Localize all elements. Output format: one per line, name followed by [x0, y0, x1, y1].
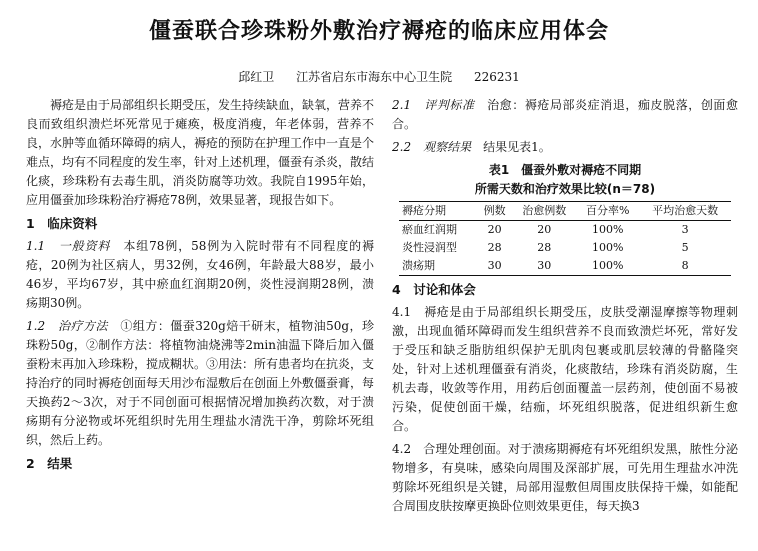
- table-header-cell: 治愈例数: [522, 204, 567, 217]
- author-line: [0, 68, 758, 85]
- table-cell: 20: [487, 223, 502, 236]
- subsection-lead: 1.2 治疗方法: [26, 319, 108, 333]
- table-cell: 瘀血红润期: [402, 223, 457, 236]
- paragraph-discussion-4-2: 4.2 合理处理创面。对于溃疡期褥疮有坏死组织发黑，脓性分泌物增多，有臭味，感染向周围及深部扩展，可先用生理盐水冲洗剪除坏死组织是关键，局部用湿敷但周围皮肤保持干燥，如能配合周围皮肤按摩更换卧位则效果更佳，每天换3: [392, 442, 738, 513]
- paragraph-text: 本组78例，58例为入院时带有不同程度的褥疮，20例为社区病人，男32例，女46例，年龄最大88岁，最小46岁，平均67岁，其中瘀血红润期20例，炎性浸润期28例，溃疡期30例。: [26, 239, 374, 310]
- table-cell: 28: [487, 241, 502, 254]
- section-heading-clinical-data: 1 临床资料: [26, 216, 98, 231]
- table-row: [399, 221, 731, 240]
- subsection-lead: 1.1 一般资料: [26, 239, 111, 253]
- table-cell: 溃疡期: [402, 259, 435, 272]
- table-cell: 3: [681, 223, 689, 236]
- right-column: [392, 96, 738, 520]
- left-column: [26, 96, 374, 477]
- subsection-lead: 2.2 观察结果: [392, 140, 472, 154]
- author-postcode: 226231: [473, 70, 520, 84]
- table-cell: 100%: [591, 241, 624, 254]
- table-cell: 30: [537, 259, 552, 272]
- paragraph-general-data: [26, 237, 374, 313]
- table-cell: 5: [681, 241, 689, 254]
- table-header-cell: 褥疮分期: [402, 204, 446, 217]
- intro-paragraph: 褥疮是由于局部组织长期受压，发生持续缺血，缺氧，营养不良而致组织溃烂坏死常见于瘫痪，极度消瘦，年老体弱，营养不良，水肿等血循环障碍的病人，褥疮的预防在护理工作中一直是个难点，均有不同程度的发生率，针对上述机理，僵蚕有杀炎，散结化痰，珍珠粉有去毒生肌，消炎防腐等功效。我院自1995年始，应用僵蚕加珍珠粉治疗褥疮78例，效果显著，现报告如下。: [26, 98, 375, 207]
- paragraph-text: 治愈：褥疮局部炎症消退，痂皮脱落，创面愈合。: [392, 98, 738, 131]
- table-cell: 100%: [591, 259, 624, 272]
- table-cell: 100%: [591, 223, 624, 236]
- paragraph-discussion-4-1: 4.1 褥疮是由于局部组织长期受压，皮肤受潮湿摩擦等物理刺激，出现血循环障碍而发生组织营养不良而致溃烂坏死，常好发于受压和缺乏脂肪组织保护无肌肉包裹或肌层较薄的骨骼隆突处，针对上述机理僵蚕有消炎，化痰散结，珍珠有消炎防腐，生机去毒，收敛等作用，用药后创面覆盖一层药剂，使创面不易被污染，促使创面干燥，结痂，坏死组织脱落，促进组织新生愈合。: [392, 305, 738, 433]
- table-cell: 28: [537, 241, 552, 254]
- table-cell: 炎性浸润型: [402, 241, 457, 254]
- results-table: [399, 201, 731, 276]
- table-caption-line-1: 表1 僵蚕外敷对褥疮不同期: [488, 163, 642, 177]
- author-name: 邱红卫: [238, 70, 275, 84]
- author-affiliation: 江苏省启东市海东中心卫生院: [296, 70, 453, 84]
- table-header-cell: 百分率%: [585, 204, 630, 217]
- table-header-cell: 例数: [483, 204, 506, 217]
- subsection-lead: 2.1 评判标准: [392, 98, 475, 112]
- paragraph-text: 结果见表1。: [483, 140, 551, 154]
- table-cell: 20: [537, 223, 552, 236]
- table-cell: 30: [487, 259, 502, 272]
- table-caption-line-2: 所需天数和治疗效果比较(n＝78): [474, 182, 656, 196]
- paragraph-text: ①组方：僵蚕320g焙干研末，植物油50g，珍珠粉50g，②制作方法：将植物油烧沸等2min油温下降后加入僵蚕粉末再加入珍珠粉，搅成糊状。③用法：所有患者均在抗炎，支持治疗的同时褥疮创面每天用沙布湿敷后在创面上外敷僵蚕膏，每天换药2～3次，对于不同创面可根据情况增加换药次数，对于溃疡期有分泌物或坏死组织时先用生理盐水清洗干净，剪除坏死组织，然后上药。: [26, 319, 375, 447]
- paragraph-treatment-method: [26, 317, 374, 450]
- paragraph-observation: [392, 138, 738, 157]
- table-row: [399, 239, 731, 257]
- table-header-cell: 平均治愈天数: [652, 204, 719, 217]
- section-heading-results: 2 结果: [26, 456, 73, 471]
- section-heading-discussion: 4 讨论和体会: [392, 282, 476, 297]
- paragraph-criteria: [392, 96, 738, 134]
- table-header-row: [399, 202, 731, 221]
- table-row: [399, 257, 731, 276]
- table-cell: 8: [681, 259, 689, 272]
- paper-title: 僵蚕联合珍珠粉外敷治疗褥疮的临床应用体会: [148, 19, 609, 44]
